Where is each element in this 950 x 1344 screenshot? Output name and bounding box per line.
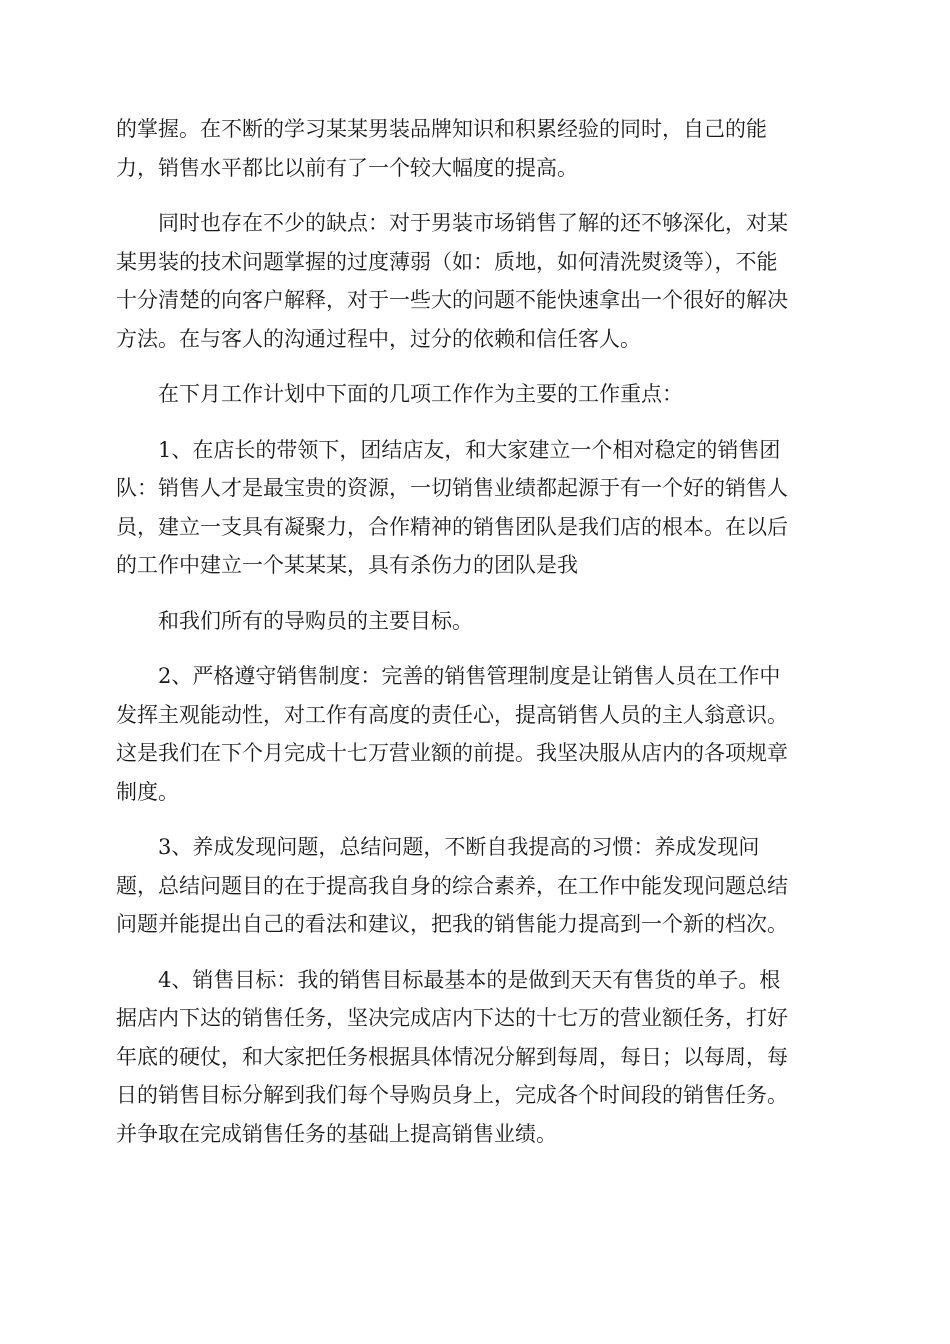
text-line: 制度。	[116, 779, 179, 804]
text-line: 和我们所有的导购员的主要目标。	[116, 608, 473, 633]
text-line: 方法。在与客人的沟通过程中，过分的依赖和信任客人。	[116, 326, 641, 351]
text-line: 题，总结问题目的在于提高我自身的综合素养，在工作中能发现问题总结	[116, 873, 788, 898]
paragraph-7	[116, 828, 834, 944]
paragraph-3	[116, 375, 834, 414]
text-line: 员，建立一支具有凝聚力，合作精神的销售团队是我们店的根本。在以后	[116, 514, 788, 539]
text-line: 队：销售人才是最宝贵的资源，一切销售业绩都起源于有一个好的销售人	[116, 476, 788, 500]
text-line: 同时也存在不少的缺点：对于男装市场销售了解的还不够深化，对某	[116, 211, 788, 235]
document-body	[116, 110, 834, 1170]
text-line: 2、严格遵守销售制度：完善的销售管理制度是让销售人员在工作中	[116, 664, 781, 688]
text-line: 并争取在完成销售任务的基础上提高销售业绩。	[116, 1121, 557, 1146]
text-line: 问题并能提出自己的看法和建议，把我的销售能力提高到一个新的档次。	[116, 912, 788, 936]
text-line: 的掌握。在不断的学习某某男装品牌知识和积累经验的同时，自己的能	[116, 117, 767, 141]
paragraph-1	[116, 110, 834, 187]
text-line: 发挥主观能动性，对工作有高度的责任心，提高销售人员的主人翁意识。	[116, 702, 788, 727]
text-line: 某男装的技术问题掌握的过度薄弱（如：质地，如何清洗熨烫等），不能	[116, 249, 778, 274]
paragraph-5	[116, 602, 834, 641]
text-line: 日的销售目标分解到我们每个导购员身上，完成各个时间段的销售任务。	[116, 1083, 788, 1107]
text-line: 4、销售目标：我的销售目标最基本的是做到天天有售货的单子。根	[116, 967, 781, 992]
text-line: 据店内下达的销售任务，坚决完成店内下达的十七万的营业额任务，打好	[116, 1006, 788, 1030]
text-line: 在下月工作计划中下面的几项工作作为主要的工作重点：	[116, 382, 683, 406]
paragraph-2	[116, 204, 834, 358]
text-line: 这是我们在下个月完成十七万营业额的前提。我坚决服从店内的各项规章	[116, 741, 788, 765]
paragraph-6	[116, 657, 834, 811]
text-line: 1、在店长的带领下，团结店友，和大家建立一个相对稳定的销售团	[116, 437, 781, 462]
text-line: 力，销售水平都比以前有了一个较大幅度的提高。	[116, 155, 578, 180]
paragraph-8	[116, 961, 834, 1154]
text-line: 3、养成发现问题，总结问题，不断自我提高的习惯：养成发现问	[116, 835, 760, 859]
text-line: 的工作中建立一个某某某，具有杀伤力的团队是我	[116, 553, 578, 577]
paragraph-4	[116, 431, 834, 585]
text-line: 年底的硬仗，和大家把任务根据具体情况分解到每周，每日；以每周，每	[116, 1044, 788, 1069]
text-line: 十分清楚的向客户解释，对于一些大的问题不能快速拿出一个很好的解决	[116, 288, 788, 312]
